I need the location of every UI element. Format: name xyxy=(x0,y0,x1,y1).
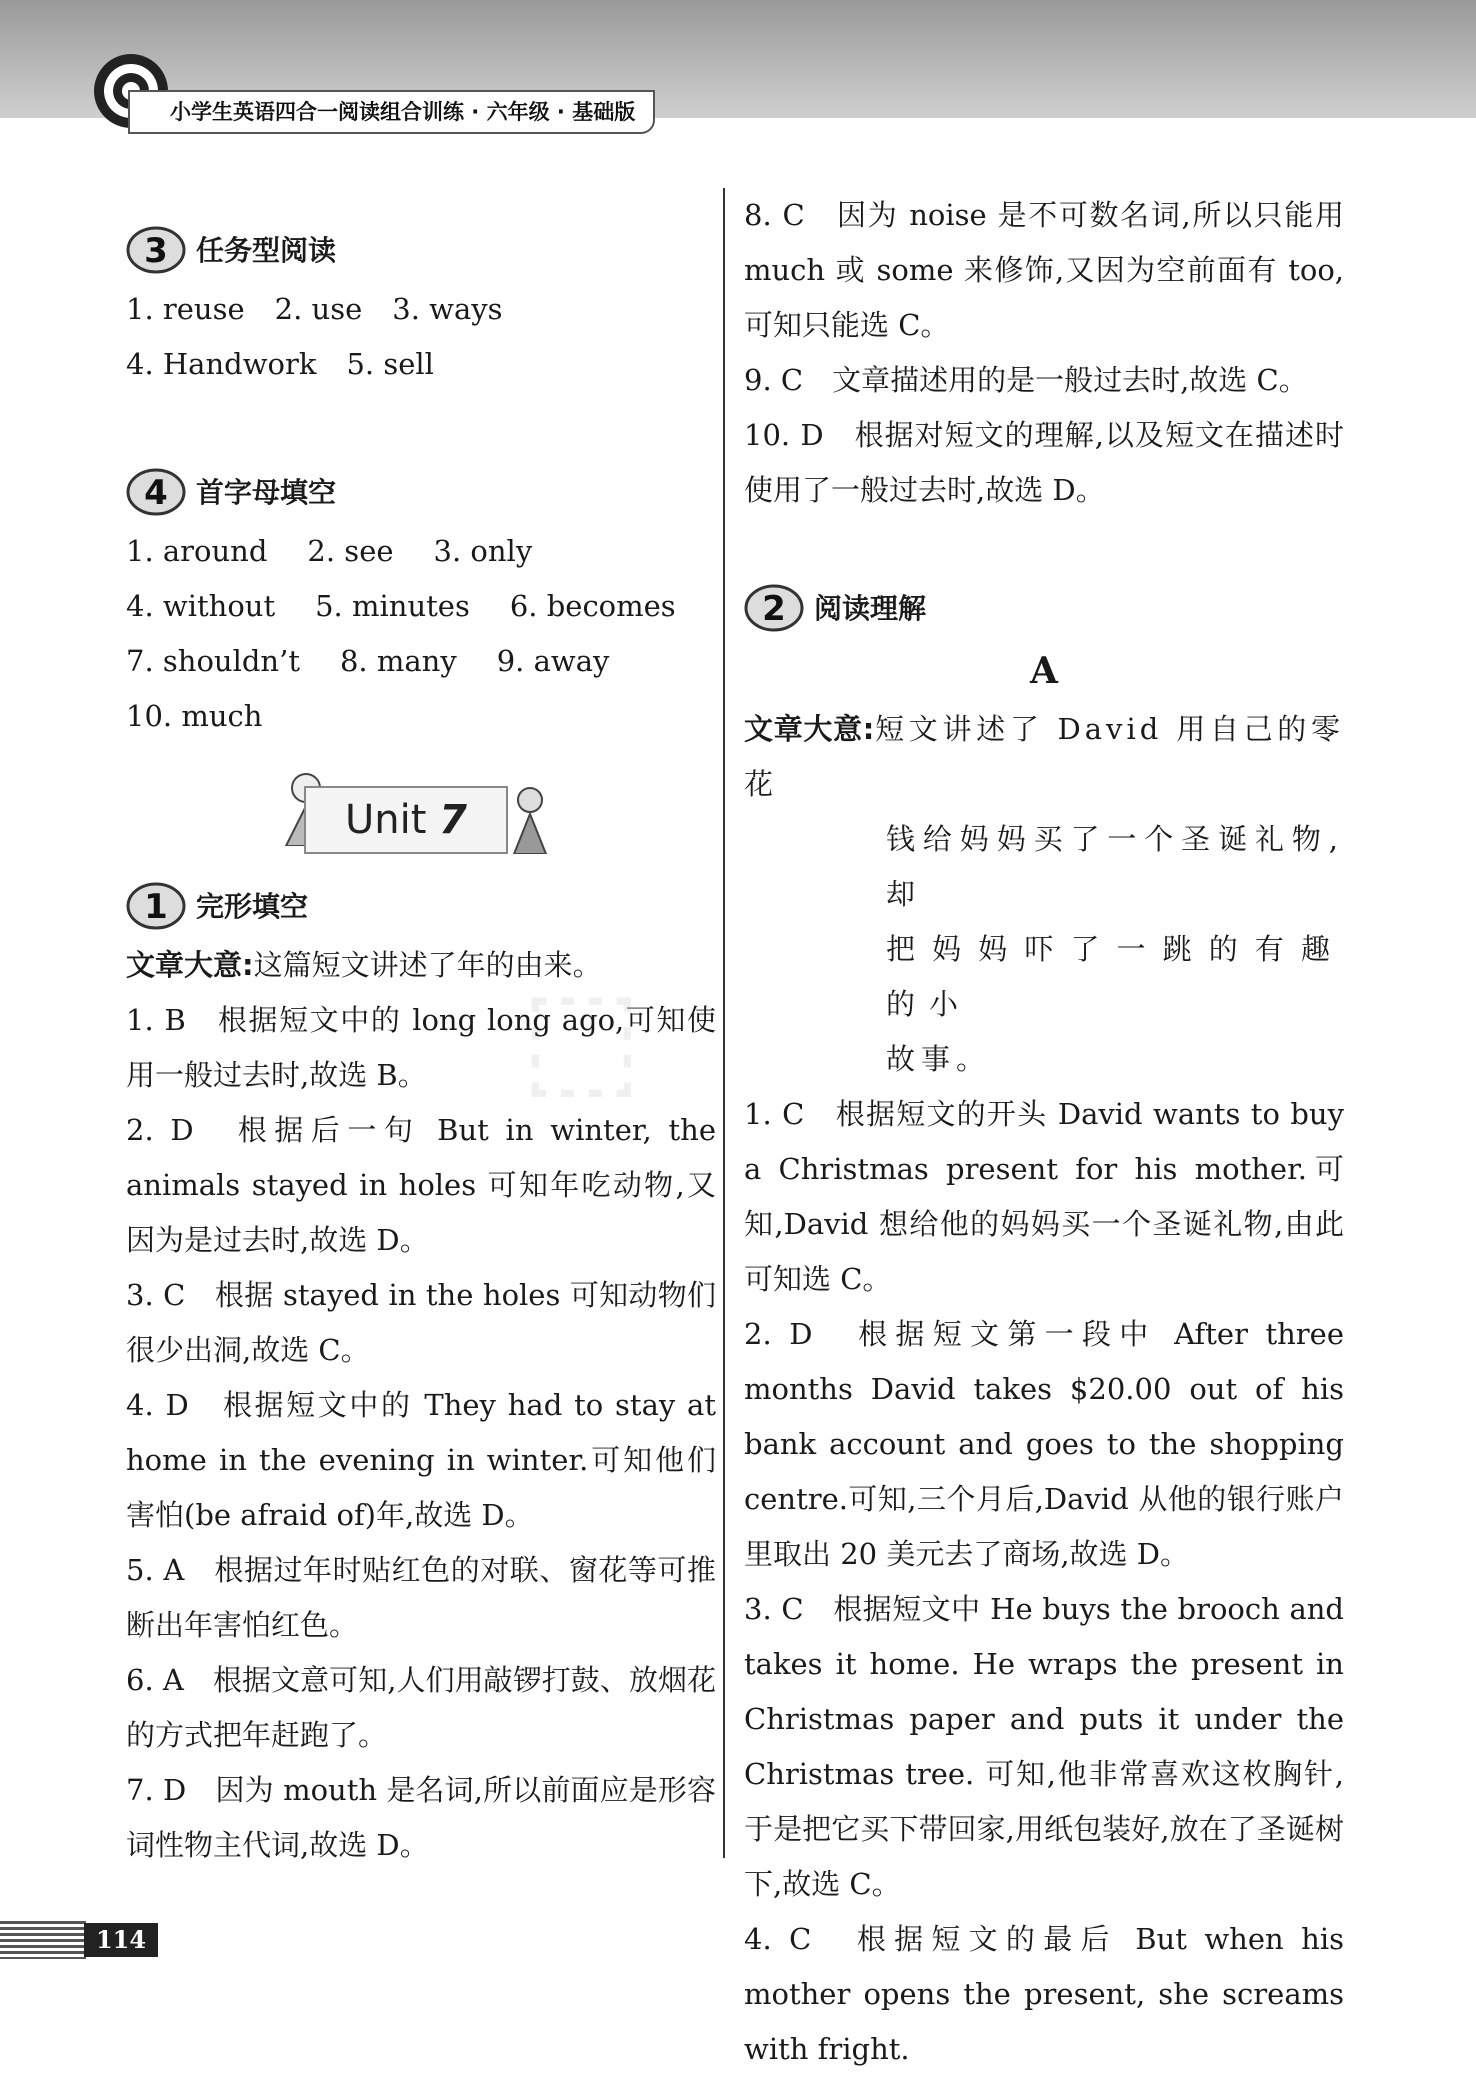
answers-sec3 xyxy=(126,282,716,392)
answer-item: 1. C 根据短文的开头 David wants to buy a Christmas present for his mother.可知,David 想给他的妈妈买一个圣诞礼物,由此可知选 C。 xyxy=(744,1097,1344,1296)
section-title: 首字母填空 xyxy=(196,475,337,509)
svg-text:2: 2 xyxy=(762,589,786,629)
kid-figure-icon xyxy=(510,784,550,854)
unit-label-box xyxy=(304,786,508,854)
answer: 7. shouldn’t xyxy=(126,644,300,678)
answer-item: 6. A 根据文意可知,人们用敲锣打鼓、放烟花的方式把年赶跑了。 xyxy=(126,1663,716,1752)
section-title: 完形填空 xyxy=(196,889,309,923)
svg-text:4: 4 xyxy=(144,473,168,513)
answers-sec4 xyxy=(126,524,716,744)
answer: 1. around xyxy=(126,534,268,568)
answer: 4. Handwork xyxy=(126,347,317,381)
column-divider xyxy=(723,188,725,1858)
answer: 8. many xyxy=(339,644,457,678)
answer-item: 4. C 根据短文的最后 But when his mother opens the present, she screams with fright. xyxy=(744,1922,1344,2066)
watermark: ⬚ xyxy=(520,960,653,1112)
answer: 2. use xyxy=(274,292,363,326)
series-title: 小学生英语四合一阅读组合训练 · 六年级 · 基础版 xyxy=(128,90,655,134)
answer-item: 5. A 根据过年时贴红色的对联、窗花等可推断出年害怕红色。 xyxy=(126,1553,716,1642)
answer: 5. sell xyxy=(346,347,434,381)
answer: 4. without xyxy=(126,589,276,623)
section-number-badge xyxy=(126,466,190,518)
section-header-2 xyxy=(744,576,1344,640)
summary: 文章大意:这篇短文讲述了年的由来。 xyxy=(126,948,602,982)
answer-item: 2. D 根据后一句 But in winter, the animals stayed in holes 可知年吃动物,又因为是过去时,故选 D。 xyxy=(126,1113,716,1257)
svg-text:3: 3 xyxy=(144,231,168,271)
summary-line: 故事。 xyxy=(886,1042,992,1076)
unit-label: Unit xyxy=(345,797,427,843)
answer-item: 3. C 根据 stayed in the holes 可知动物们很少出洞,故选 C。 xyxy=(126,1278,716,1367)
page-number: 114 xyxy=(84,1923,158,1957)
answer-item: 3. C 根据短文中 He buys the brooch and takes it home. He wraps the present in Christmas paper and puts it under the Christmas tree. 可知,他非常喜欢这枚胸针,于是把它买下带回家,用纸包装好,放在了圣诞树下,故选 C。 xyxy=(744,1592,1344,1901)
answer-item: 1. B 根据短文中的 long long ago,可知使用一般过去时,故选 B。 xyxy=(126,1003,716,1092)
left-column xyxy=(126,210,716,1873)
section-number-badge xyxy=(744,582,808,634)
summary-line: 把妈妈吓了一跳的有趣的小 xyxy=(886,932,1344,1021)
section-header-4 xyxy=(126,460,716,524)
unit-heading xyxy=(126,758,716,870)
part-label: A xyxy=(1030,650,1058,692)
section-header-3 xyxy=(126,218,716,282)
section-title: 任务型阅读 xyxy=(196,233,337,267)
answer-item: 8. C 因为 noise 是不可数名词,所以只能用 much 或 some 来修饰,又因为空前面有 too,可知只能选 C。 xyxy=(744,198,1344,342)
answer: 9. away xyxy=(496,644,610,678)
answer-item: 4. D 根据短文中的 They had to stay at home in the evening in winter.可知他们害怕(be afraid of)年,故选 D。 xyxy=(126,1388,716,1532)
answer-item: 2. D 根据短文第一段中 After three months David takes $20.00 out of his bank account and goes to the shopping centre.可知,三个月后,David 从他的银行账户里取出 20 美元去了商场,故选 D。 xyxy=(744,1317,1344,1571)
section-header-1 xyxy=(126,874,716,938)
answer: 6. becomes xyxy=(509,589,676,623)
summary-line: 钱给妈妈买了一个圣诞礼物,却 xyxy=(886,822,1344,911)
answer-item: 9. C 文章描述用的是一般过去时,故选 C。 xyxy=(744,363,1308,397)
section-title: 阅读理解 xyxy=(814,591,927,625)
answer: 3. only xyxy=(433,534,533,568)
right-column xyxy=(744,188,1344,2077)
unit-number: 7 xyxy=(439,797,467,843)
answer-item: 10. D 根据对短文的理解,以及短文在描述时使用了一般过去时,故选 D。 xyxy=(744,418,1344,507)
answer: 5. minutes xyxy=(315,589,470,623)
answer: 1. reuse xyxy=(126,292,245,326)
summary: 文章大意:短文讲述了 David 用自己的零花 xyxy=(744,712,1344,801)
section-number-badge xyxy=(126,224,190,276)
section-number-badge xyxy=(126,880,190,932)
answer-item: 7. D 因为 mouth 是名词,所以前面应是形容词性物主代词,故选 D。 xyxy=(126,1773,716,1862)
answer: 10. much xyxy=(126,699,263,733)
answer: 2. see xyxy=(307,534,394,568)
page-number-stripes xyxy=(0,1921,86,1959)
svg-text:1: 1 xyxy=(144,887,168,927)
answer: 3. ways xyxy=(392,292,503,326)
